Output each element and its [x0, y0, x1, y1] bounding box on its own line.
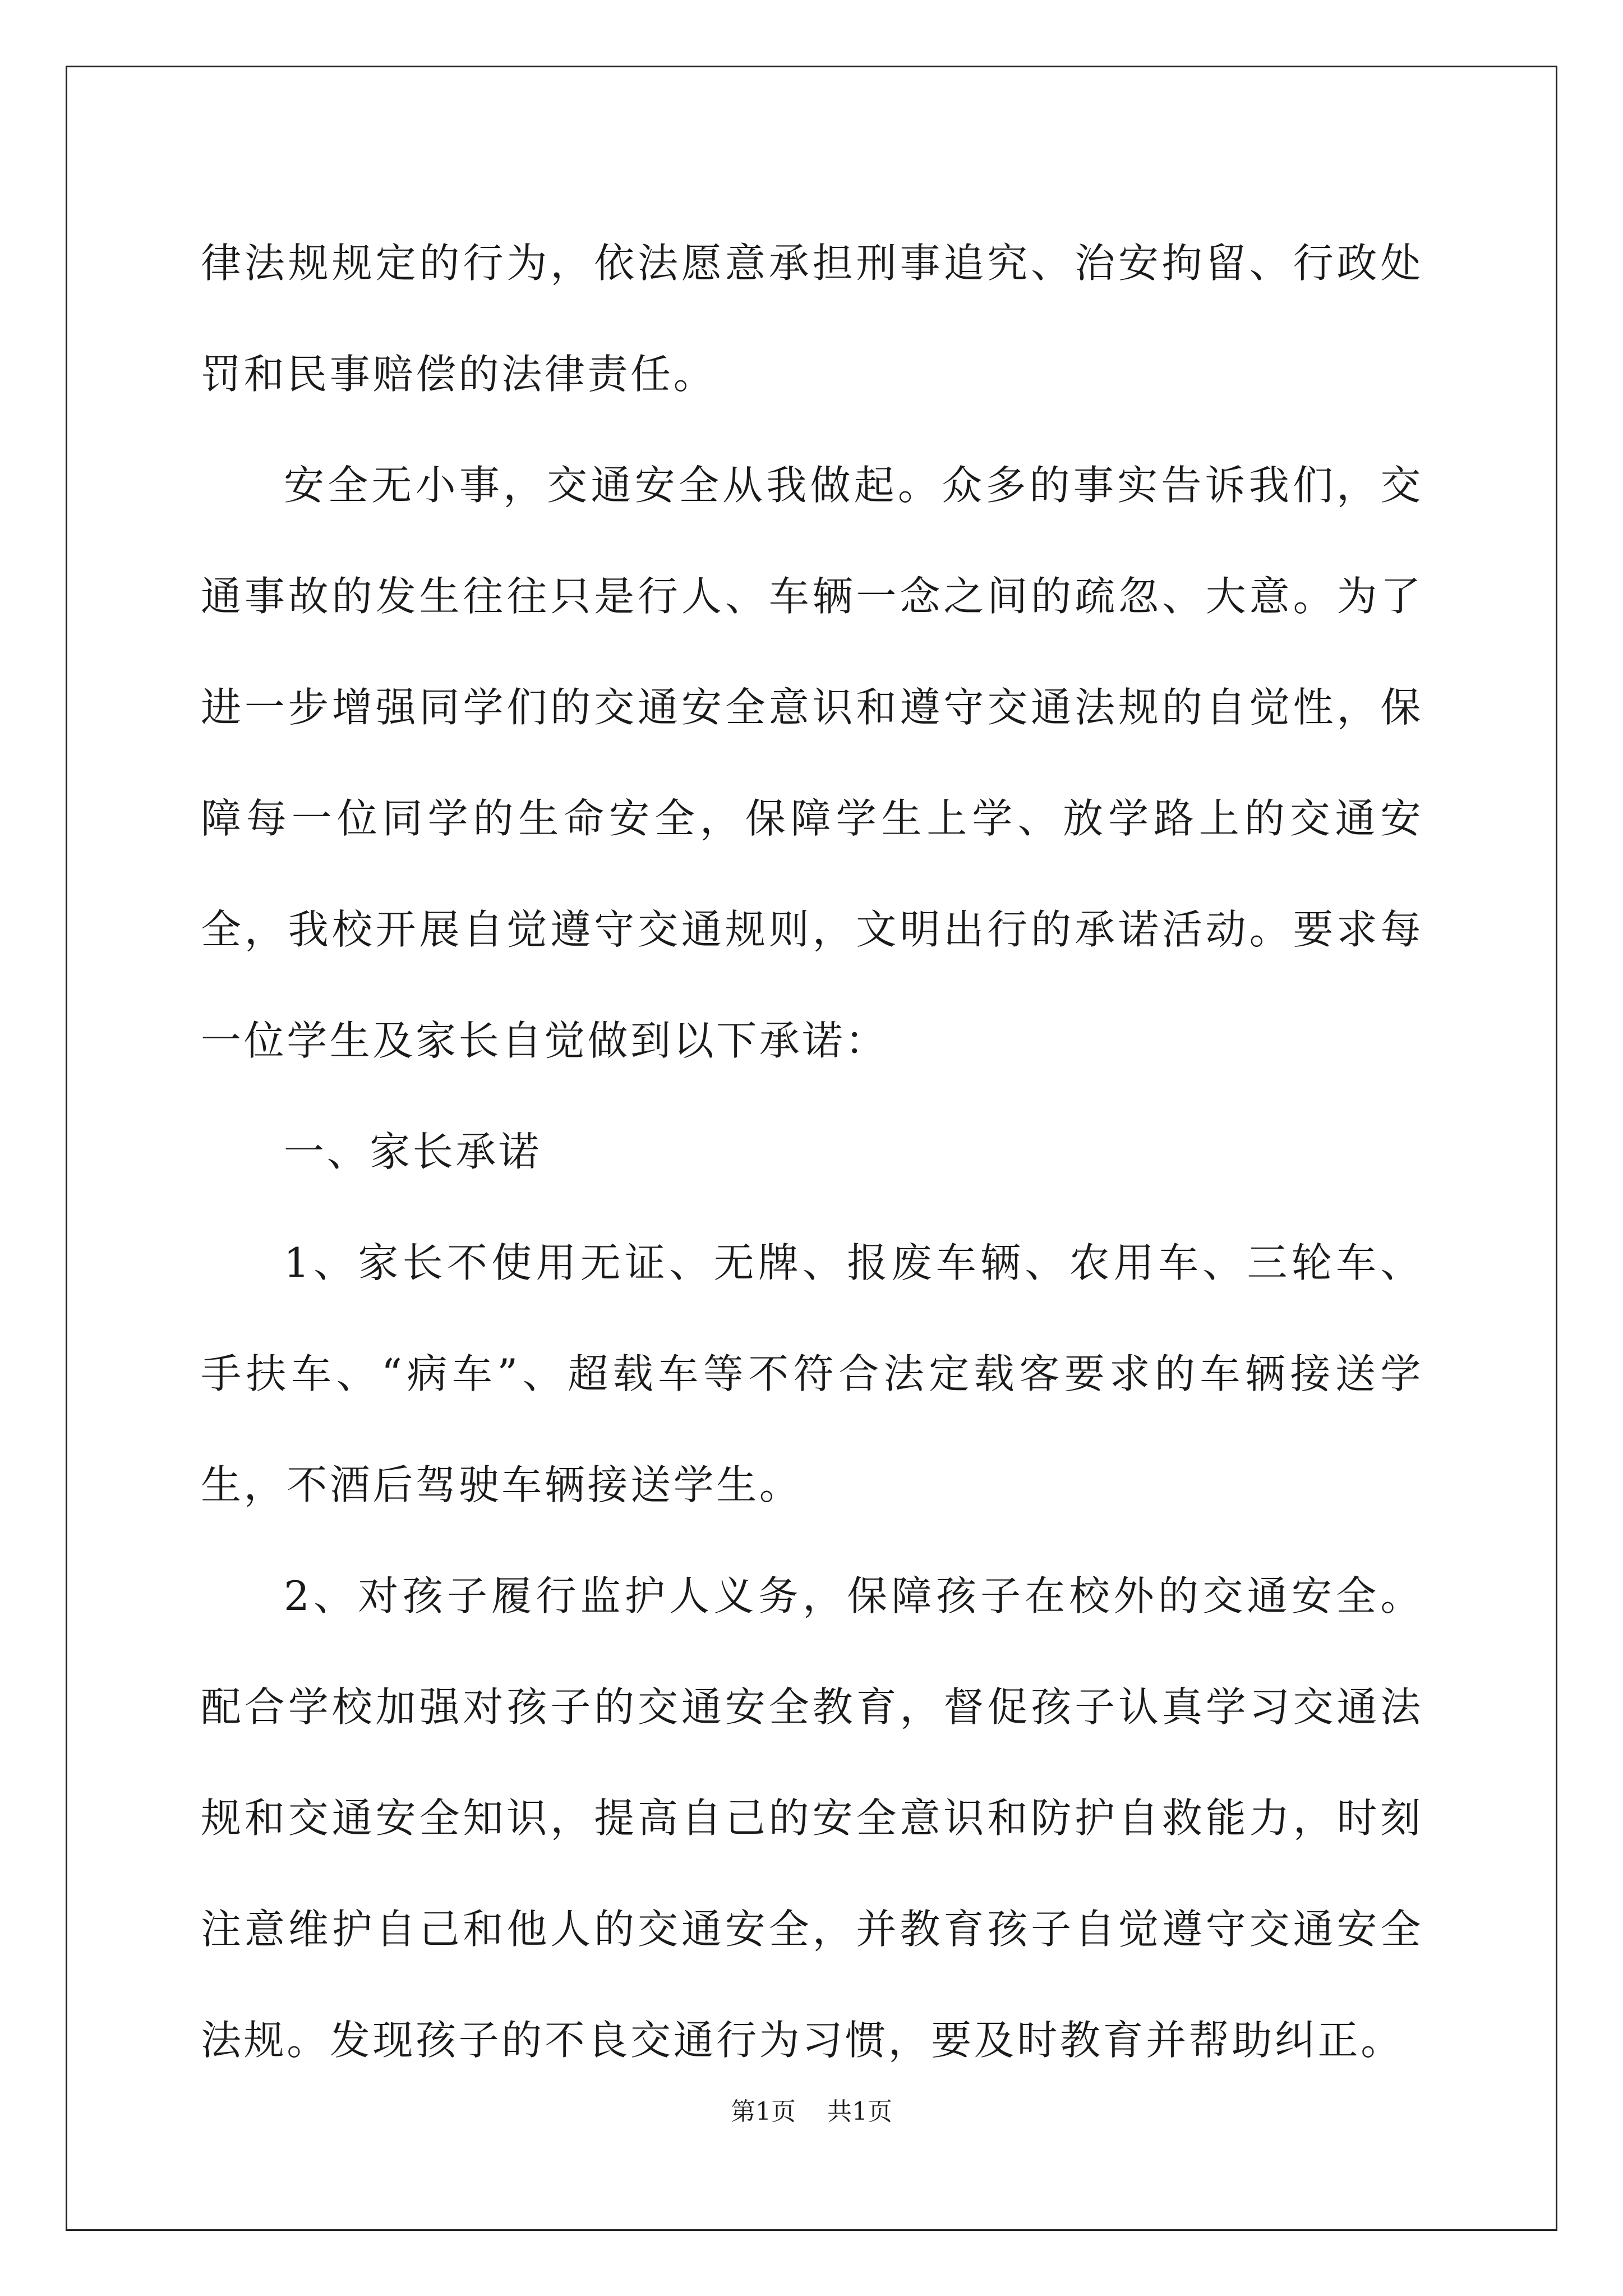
paragraph-1: 律法规规定的行为，依法愿意承担刑事追究、治安拘留、行政处罚和民事赔偿的法律责任。 — [201, 240, 1423, 398]
pledge-item-2: 2、对孩子履行监护人义务，保障孩子在校外的交通安全。配合学校加强对孩子的交通安全教育，督促孩子认真学习交通法规和交通安全知识，提高自己的安全意识和防护自救能力，时刻注意维护自己和他人的交通安全，并教育孩子自觉遵守交通安全法规。发现孩子的不良交通行为习惯，要及时教育并帮助纠正。 — [201, 1572, 1423, 2064]
section-heading-parent-pledge: 一、家长承诺 — [284, 1128, 542, 1175]
page-number: 第1页 — [731, 2097, 796, 2126]
pledge-item-1: 1、家长不使用无证、无牌、报废车辆、农用车、三轮车、手扶车、“病车”、超载车等不符合法定载客要求的车辆接送学生，不酒后驾驶车辆接送学生。 — [201, 1239, 1423, 1508]
page-total: 共1页 — [827, 2097, 892, 2126]
document-body — [201, 208, 1423, 2096]
page-footer — [0, 2095, 1623, 2129]
paragraph-2: 安全无小事，交通安全从我做起。众多的事实告诉我们，交通事故的发生往往只是行人、车辆一念之间的疏忽、大意。为了进一步增强同学们的交通安全意识和遵守交通法规的自觉性，保障每一位同学的生命安全，保障学生上学、放学路上的交通安全，我校开展自觉遵守交通规则，文明出行的承诺活动。要求每一位学生及家长自觉做到以下承诺： — [201, 462, 1423, 1064]
